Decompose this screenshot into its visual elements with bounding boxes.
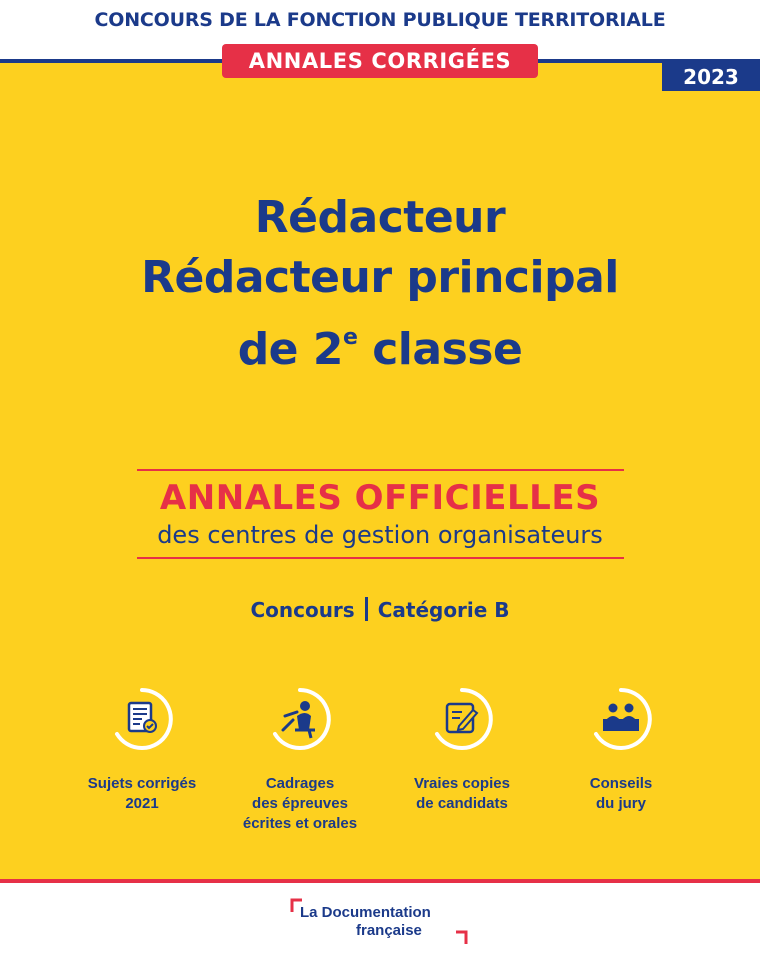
feature-line: Vraies copies bbox=[414, 775, 510, 792]
footer-divider bbox=[0, 879, 760, 883]
title-line-2: Rédacteur principal bbox=[141, 252, 619, 303]
feature-line: du jury bbox=[595, 795, 646, 812]
official-title: ANNALES OFFICIELLES bbox=[159, 478, 601, 518]
feature-label bbox=[215, 774, 385, 834]
feature-cadrages bbox=[215, 686, 385, 834]
feature-label bbox=[536, 774, 706, 814]
title-line-3-prefix: de 2 bbox=[237, 324, 343, 375]
concours-label: Concours bbox=[250, 598, 355, 622]
feature-line: Sujets corrigés bbox=[87, 775, 197, 792]
feature-label bbox=[377, 774, 547, 814]
feature-conseils bbox=[536, 686, 706, 814]
category-separator bbox=[365, 597, 368, 621]
feature-copies bbox=[377, 686, 547, 814]
feature-line: Conseils bbox=[589, 775, 653, 792]
series-title: CONCOURS DE LA FONCTION PUBLIQUE TERRITORIALE bbox=[94, 9, 666, 31]
candidate-writing-icon bbox=[267, 686, 333, 752]
feature-label bbox=[57, 774, 227, 814]
publisher-logo bbox=[290, 898, 470, 944]
document-check-icon bbox=[109, 686, 175, 752]
category-line bbox=[0, 597, 760, 622]
bottom-red-rule bbox=[137, 557, 624, 559]
top-red-rule bbox=[137, 469, 624, 471]
publisher-line-2: française bbox=[356, 922, 422, 939]
official-subtitle: des centres de gestion organisateurs bbox=[157, 521, 603, 549]
notepad-pencil-icon bbox=[429, 686, 495, 752]
feature-line: écrites et orales bbox=[242, 815, 358, 832]
category-label: Catégorie B bbox=[377, 598, 510, 622]
feature-line: 2021 bbox=[125, 795, 159, 812]
feature-line: de candidats bbox=[416, 795, 508, 812]
jury-panel-icon bbox=[588, 686, 654, 752]
title-line-3-suffix: classe bbox=[357, 324, 523, 375]
feature-line: Cadrages bbox=[265, 775, 335, 792]
publisher-line-1: La Documentation bbox=[300, 904, 431, 921]
year-tab: 2023 bbox=[662, 63, 760, 91]
main-title bbox=[0, 188, 760, 380]
feature-line: des épreuves bbox=[252, 795, 348, 812]
title-line-3 bbox=[0, 308, 760, 380]
feature-sujets bbox=[57, 686, 227, 814]
title-line-1: Rédacteur bbox=[254, 192, 506, 243]
title-superscript: e bbox=[342, 325, 358, 350]
annales-corrigees-badge: ANNALES CORRIGÉES bbox=[222, 44, 538, 78]
